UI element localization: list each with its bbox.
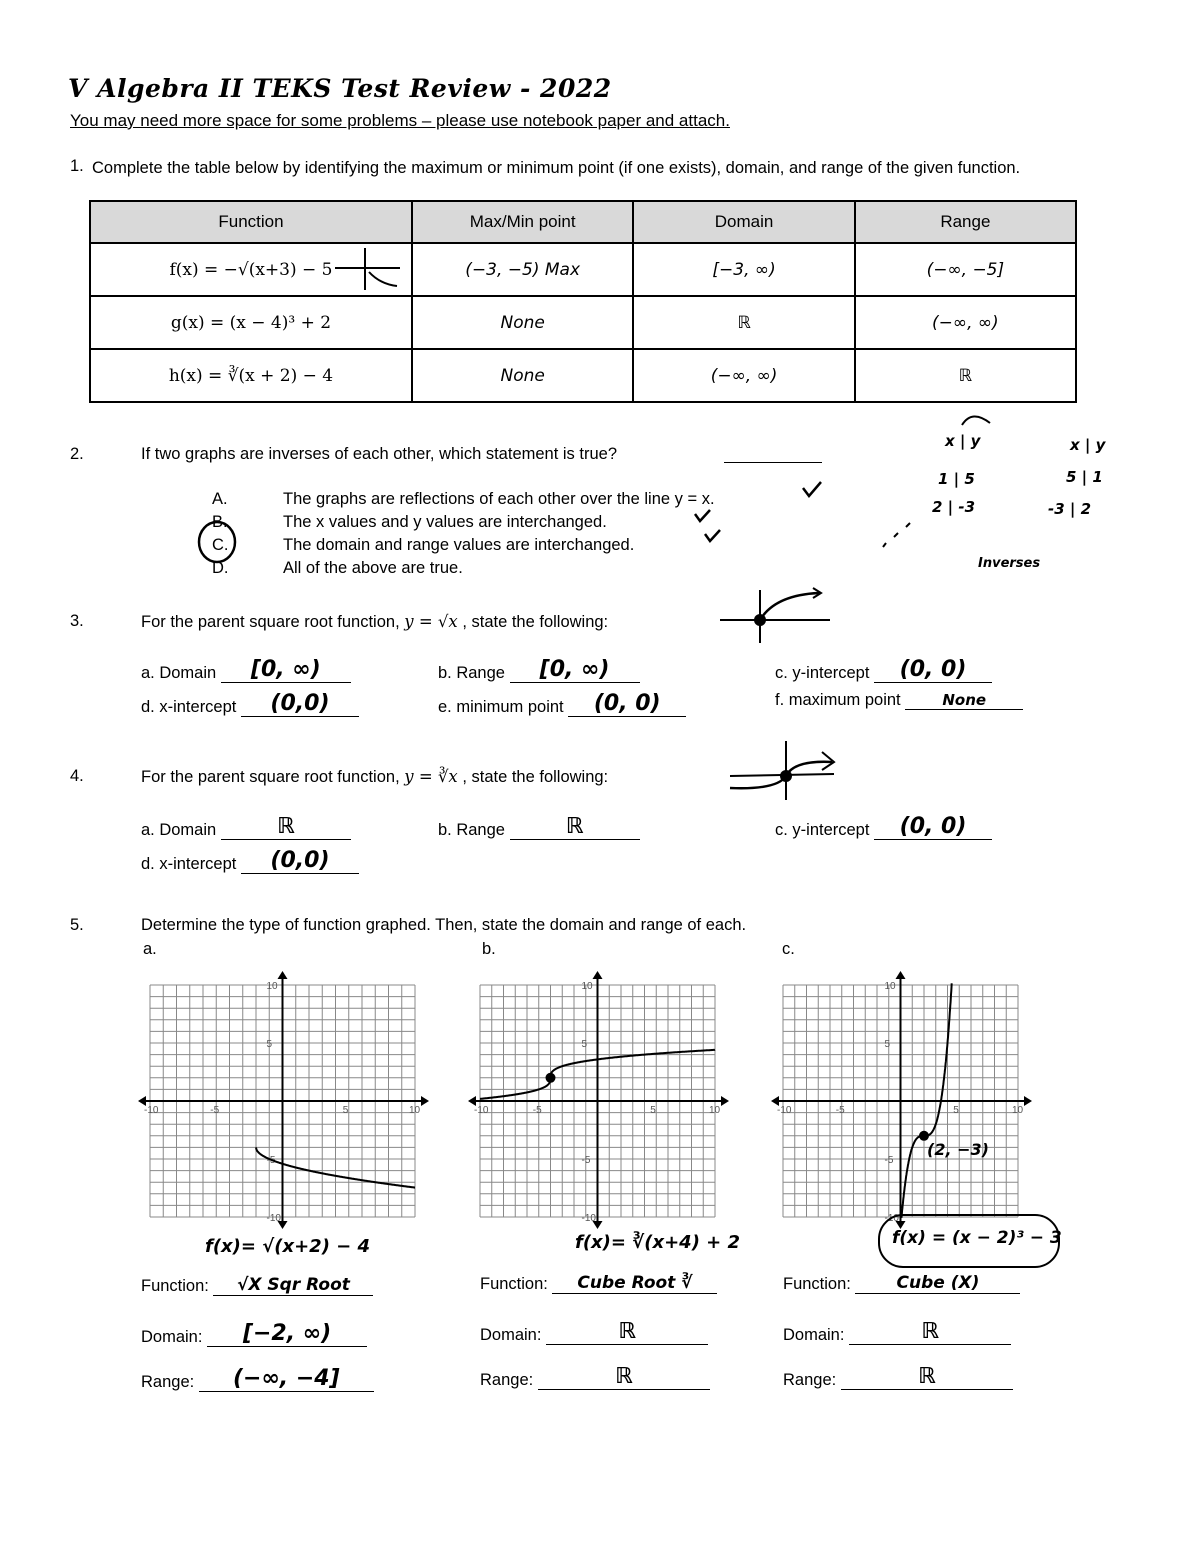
arrow-right-icon — [1024, 1096, 1032, 1106]
x-tick-label: 5 — [342, 1105, 349, 1116]
y-tick-label: 10 — [266, 981, 278, 992]
y-tick-label: -10 — [581, 1213, 596, 1224]
q2-option-c-text: The domain and range values are interchanged. — [283, 536, 635, 554]
q3-text-before: For the parent square root function, — [141, 613, 400, 631]
q4b-answer[interactable]: ℝ — [510, 814, 640, 840]
x-tick-label: -10 — [777, 1105, 792, 1116]
graph-c-function-answer[interactable]: Cube (X) — [855, 1273, 1020, 1294]
sqrt-sketch-icon — [715, 585, 835, 645]
q3d-answer[interactable]: (0,0) — [241, 691, 359, 717]
graph-a-function-answer[interactable]: √X Sqr Root — [213, 1275, 373, 1296]
q4a-label: a. Domain — [141, 821, 217, 839]
graph-a — [135, 965, 435, 1235]
y-tick-label: -5 — [581, 1155, 591, 1166]
table-row — [90, 349, 1076, 402]
cell-function: g(x) = (x − 4)³ + 2 — [90, 296, 412, 349]
graph-a-domain-label: Domain: — [141, 1328, 203, 1346]
q1-number: 1. — [70, 157, 84, 175]
y-tick-label: -10 — [266, 1213, 281, 1224]
y-tick-label: -5 — [884, 1155, 894, 1166]
graph-c-note: f(x) = (x − 2)³ − 3 — [892, 1228, 1062, 1248]
page-title: V Algebra II TEKS Test Review - 2022 — [68, 74, 612, 103]
q5-text: Determine the type of function graphed. Then, state the domain and range of each. — [141, 916, 747, 934]
y-tick-label: 5 — [884, 1039, 891, 1050]
q3b-label: b. Range — [438, 664, 505, 682]
inverses-label: Inverses — [978, 556, 1041, 571]
check-icon — [705, 530, 720, 541]
graph-c-range-answer[interactable]: ℝ — [841, 1364, 1013, 1390]
y-tick-label: 5 — [581, 1039, 588, 1050]
table-row — [90, 243, 1076, 296]
q4a-answer[interactable]: ℝ — [221, 814, 351, 840]
graph-b-note: f(x)= ∛(x+4) + 2 — [575, 1232, 741, 1253]
graph-c-function-label: Function: — [783, 1275, 851, 1293]
q2-option-b-text: The x values and y values are interchanged. — [283, 513, 607, 531]
q3c-label: c. y-intercept — [775, 664, 870, 682]
cell-range: ℝ — [855, 349, 1076, 402]
cell-maxmin: None — [412, 296, 633, 349]
x-tick-label: -10 — [144, 1105, 159, 1116]
arrow-right-icon — [421, 1096, 429, 1106]
graph-b-domain-answer[interactable]: ℝ — [546, 1319, 708, 1345]
function-table — [89, 200, 1077, 403]
graph-a-range-answer[interactable]: (−∞, −4] — [199, 1366, 374, 1392]
graph-c-domain-label: Domain: — [783, 1326, 845, 1344]
graph-b-function-label: Function: — [480, 1275, 548, 1293]
y-tick-label: 10 — [884, 981, 896, 992]
q4-text-before: For the parent square root function, — [141, 768, 400, 786]
q3c-answer[interactable]: (0, 0) — [874, 657, 992, 683]
q4c-label: c. y-intercept — [775, 821, 870, 839]
page-subtitle: You may need more space for some problems – please use notebook paper and attach. — [70, 111, 730, 130]
cell-range: (−∞, ∞) — [855, 296, 1076, 349]
circle-answer-icon — [199, 522, 235, 562]
x-tick-label: 5 — [953, 1105, 959, 1116]
q3-text-after: , state the following: — [462, 613, 609, 631]
graph-c-letter: c. — [782, 940, 795, 958]
graph-c-point-label: (2, −3) — [927, 1140, 989, 1159]
graph-a-function-label: Function: — [141, 1277, 209, 1295]
q3a-label: a. Domain — [141, 664, 217, 682]
arrow-up-icon — [593, 971, 603, 979]
x-tick-label: -5 — [835, 1105, 845, 1116]
q3f-answer[interactable]: None — [905, 691, 1023, 710]
cell-maxmin: None — [412, 349, 633, 402]
inverse-table1-header: x | y — [945, 432, 981, 450]
table-row — [90, 296, 1076, 349]
q2-number: 2. — [70, 445, 84, 463]
graph-b-letter: b. — [482, 940, 496, 958]
cell-domain: [−3, ∞) — [633, 243, 854, 296]
swap-arrow-icon — [880, 405, 1000, 555]
check-icon — [695, 510, 710, 521]
q4-number: 4. — [70, 767, 84, 785]
q2-answer-blank[interactable] — [724, 462, 822, 463]
q3e-label: e. minimum point — [438, 698, 564, 716]
q2-marks — [195, 480, 835, 590]
cell-function: f(x) = −√(x+3) − 5 — [90, 243, 412, 296]
cell-range: (−∞, −5] — [855, 243, 1076, 296]
inverse-table1-row: 2 | -3 — [932, 498, 976, 516]
col-function: Function — [90, 201, 412, 243]
x-tick-label: -5 — [210, 1105, 220, 1116]
q1-text: Complete the table below by identifying the maximum or minimum point (if one exists), domain, and range of the given function. — [92, 159, 1021, 177]
q4d-label: d. x-intercept — [141, 855, 237, 873]
x-tick-label: 5 — [650, 1105, 656, 1116]
x-tick-label: 10 — [409, 1105, 421, 1116]
q2-option-d-text: All of the above are true. — [283, 559, 463, 577]
key-point — [546, 1073, 556, 1083]
graph-b-domain-label: Domain: — [480, 1326, 542, 1344]
q3a-answer[interactable]: [0, ∞) — [221, 657, 351, 683]
q2-option-a-text: The graphs are reflections of each other over the line y = x. — [283, 490, 715, 508]
q2-option-d-letter: D. — [212, 559, 229, 577]
graph-c-range-label: Range: — [783, 1371, 837, 1389]
q2-option-b-letter: B. — [212, 513, 228, 531]
q2-option-c-letter: C. — [212, 536, 229, 554]
x-tick-label: 10 — [1012, 1105, 1024, 1116]
graph-a-note: f(x)= √(x+2) − 4 — [205, 1236, 371, 1257]
y-tick-label: 5 — [266, 1039, 273, 1050]
graph-b-range-label: Range: — [480, 1371, 534, 1389]
q2-option-a-letter: A. — [212, 490, 228, 508]
graph-c-domain-answer[interactable]: ℝ — [849, 1319, 1011, 1345]
q3-number: 3. — [70, 612, 84, 630]
x-tick-label: 10 — [709, 1105, 721, 1116]
q3e-answer[interactable]: (0, 0) — [568, 691, 686, 717]
inverse-table2-row: 5 | 1 — [1066, 468, 1103, 486]
graph-b — [465, 965, 735, 1235]
q5-number: 5. — [70, 916, 84, 934]
check-icon — [803, 482, 821, 496]
cbrt-sketch-icon — [722, 738, 842, 803]
q4d-answer[interactable]: (0,0) — [241, 848, 359, 874]
y-tick-label: 10 — [581, 981, 593, 992]
inverse-table1-row: 1 | 5 — [938, 470, 975, 488]
arrow-up-icon — [896, 971, 906, 979]
q2-text: If two graphs are inverses of each other, which statement is true? — [141, 445, 617, 463]
cell-domain: ℝ — [633, 296, 854, 349]
graph-a-domain-answer[interactable]: [−2, ∞) — [207, 1321, 367, 1347]
y-tick-label: -10 — [884, 1213, 899, 1224]
x-tick-label: -5 — [532, 1105, 542, 1116]
col-domain: Domain — [633, 201, 854, 243]
q4b-label: b. Range — [438, 821, 505, 839]
q4-text-after: , state the following: — [462, 768, 609, 786]
inverse-table2-header: x | y — [1070, 436, 1106, 454]
cell-domain: (−∞, ∞) — [633, 349, 854, 402]
y-tick-label: -5 — [266, 1155, 276, 1166]
col-range: Range — [855, 201, 1076, 243]
q4c-answer[interactable]: (0, 0) — [874, 814, 992, 840]
graph-a-letter: a. — [143, 940, 157, 958]
q3d-label: d. x-intercept — [141, 698, 237, 716]
col-maxmin: Max/Min point — [412, 201, 633, 243]
sketch-reflected-root-icon — [325, 244, 405, 294]
cell-maxmin: (−3, −5) Max — [412, 243, 633, 296]
q4-equation: y = ∛x — [404, 767, 458, 786]
x-tick-label: -10 — [474, 1105, 489, 1116]
graph-b-range-answer[interactable]: ℝ — [538, 1364, 710, 1390]
q3b-answer[interactable]: [0, ∞) — [510, 657, 640, 683]
cell-function: h(x) = ∛(x + 2) − 4 — [90, 349, 412, 402]
arrow-right-icon — [721, 1096, 729, 1106]
graph-b-function-answer[interactable]: Cube Root ∛ — [552, 1273, 717, 1294]
graph-c — [768, 965, 1038, 1235]
q3-equation: y = √x — [404, 612, 458, 631]
graph-a-range-label: Range: — [141, 1373, 195, 1391]
arrow-up-icon — [278, 971, 288, 979]
q3f-label: f. maximum point — [775, 691, 901, 709]
inverse-table2-row: -3 | 2 — [1048, 500, 1092, 518]
